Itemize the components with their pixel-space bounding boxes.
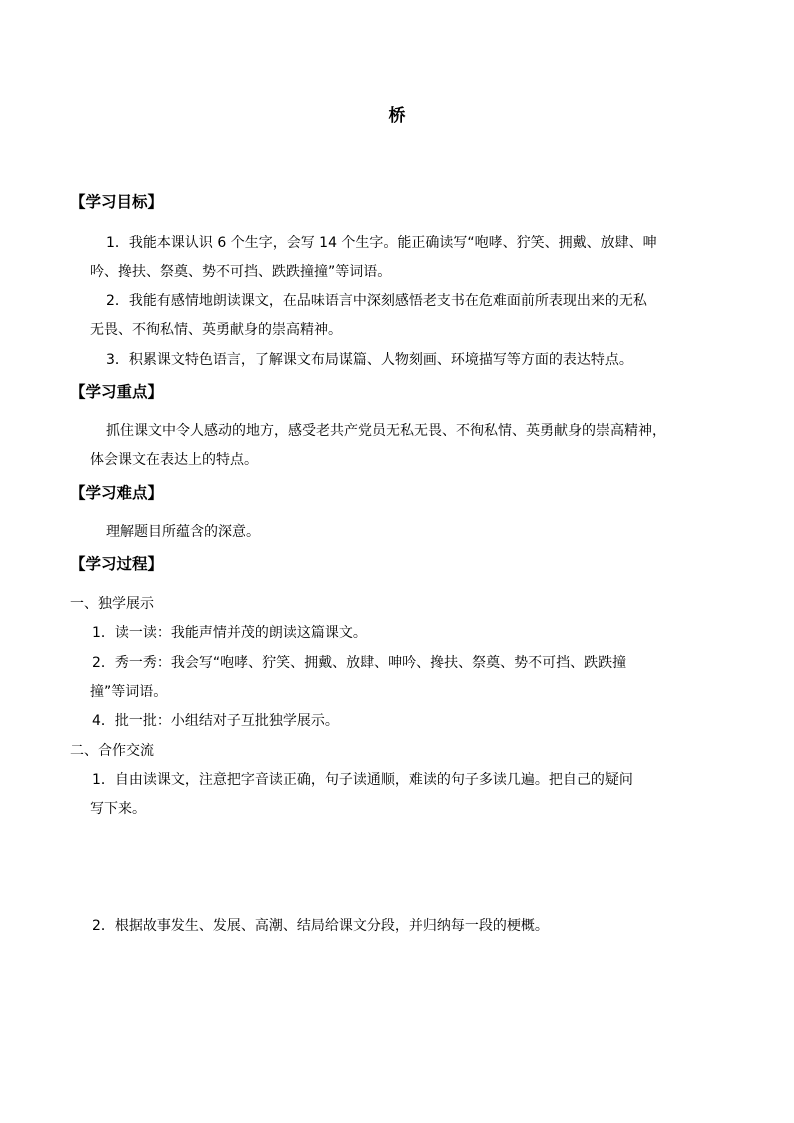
document-title: 桥: [388, 106, 406, 126]
process-part-1-title: 一、独学展示: [70, 596, 154, 612]
goal-item-2-line-2: 无畏、不徇私情、英勇献身的崇高精神。: [90, 322, 342, 338]
goal-item-2-line-1: 2．我能有感情地朗读课文，在品味语言中深刻感悟老支书在危难面前所表现出来的无私: [106, 293, 647, 309]
goal-item-1-line-2: 吟、搀扶、祭奠、势不可挡、跌跌撞撞”等词语。: [90, 264, 392, 280]
key-points-line-1: 抓住课文中令人感动的地方，感受老共产党员无私无畏、不徇私情、英勇献身的崇高精神，: [106, 423, 666, 439]
process-part-2-item-1-line-2: 写下来。: [90, 801, 146, 817]
section-heading-goals: 【学习目标】: [70, 193, 164, 211]
process-part-1-item-3: 4．批一批：小组结对子互批独学展示。: [92, 713, 339, 729]
goal-item-3-line-1: 3．积累课文特色语言，了解课文布局谋篇、人物刻画、环境描写等方面的表达特点。: [106, 352, 633, 368]
section-heading-key-points: 【学习重点】: [70, 383, 164, 401]
process-part-1-item-2-line-1: 2．秀一秀：我会写“咆哮、狞笑、拥戴、放肆、呻吟、搀扶、祭奠、势不可挡、跌跌撞: [92, 655, 627, 671]
process-part-2-title: 二、合作交流: [70, 743, 154, 759]
difficulties-line-1: 理解题目所蕴含的深意。: [106, 524, 260, 540]
process-part-1-item-2-line-2: 撞”等词语。: [90, 684, 168, 700]
goal-item-1-line-1: 1．我能本课认识 6 个生字，会写 14 个生字。能正确读写“咆哮、狞笑、拥戴、放肆、呻: [106, 235, 657, 251]
section-heading-difficulties: 【学习难点】: [70, 484, 164, 502]
process-part-2-item-1-line-1: 1．自由读课文，注意把字音读正确，句子读通顺，难读的句子多读几遍。把自己的疑问: [92, 772, 633, 788]
section-heading-process: 【学习过程】: [70, 555, 164, 573]
process-part-2-item-2: 2．根据故事发生、发展、高潮、结局给课文分段，并归纳每一段的梗概。: [92, 918, 549, 934]
key-points-line-2: 体会课文在表达上的特点。: [90, 452, 258, 468]
process-part-1-item-1: 1．读一读：我能声情并茂的朗读这篇课文。: [92, 625, 367, 641]
